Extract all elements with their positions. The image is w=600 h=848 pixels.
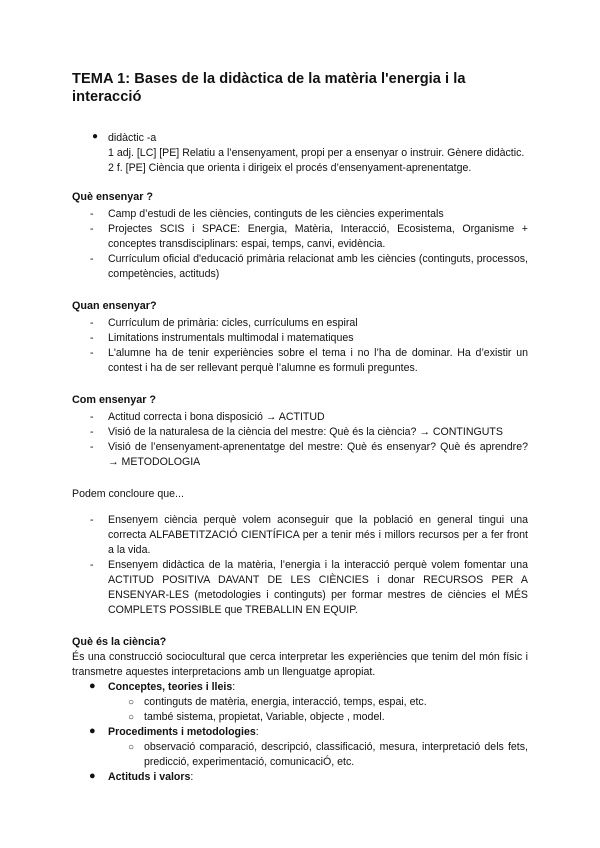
section-heading: Com ensenyar ? (72, 394, 157, 406)
conclusion-intro: Podem concloure que... (72, 488, 184, 500)
definition-block (72, 131, 528, 176)
list (72, 513, 528, 618)
circle-bullet-icon: ○ (128, 711, 135, 723)
group-item: ● Actituds i valors: (89, 769, 194, 783)
bullet-icon: ● (92, 131, 99, 142)
section-heading: Què ensenyar ? (72, 191, 154, 203)
list-item: - Actitud correcta i bona disposició → ACTITUD (90, 411, 325, 423)
circle-bullet-icon: ○ (128, 741, 135, 753)
sub-item: ○ observació comparació, descripció, classificació, mesura, interpretació dels fets, predicció, experimentació, comunicaciÓ, etc. (128, 740, 528, 768)
list-item: - Ensenyem ciència perquè volem aconseguir que la població en general tingui una correcta ALFABETITZACIÓ CIENTÍFICA per a tenir més i millors recursos per a fer front a la vida. (90, 513, 528, 556)
list-item: - L'alumne ha de tenir experiències sobre el tema i no l’ha de dominar. Ha d’existir un contest i ha de ser rellevant perquè l’alumne es formuli preguntes. (90, 347, 528, 374)
bullet-icon: ● (89, 769, 96, 782)
section-quan-ensenyar (72, 299, 528, 376)
list-item: - Limitations instrumentals multimodal i matematiques (90, 332, 354, 344)
list (72, 207, 528, 282)
sub-item: ○ també sistema, propietat, Variable, objecte , model. (128, 710, 385, 723)
list-item: - Currículum oficial d'educació primària relacionat amb les ciències (continguts, processos, competències, actituds) (90, 253, 528, 280)
list-item: - Ensenyem didàctica de la matèria, l’energia i la interacció perquè volem fomentar una ACTITUD POSITIVA DAVANT DE LES CIÈNCIES i donar RECURSOS PER A ENSENYAR-LES (metodologies i continguts) per formar mestres de ciències el MÉS COMPLETS POSSIBLE que TREBALLIN EN EQUIP. (90, 558, 528, 616)
definition-line-1: 1 adj. [LC] [PE] Relatiu a l’ensenyament, propi per a ensenyar o instruir. Gènere didàctic. (108, 147, 525, 159)
list (72, 410, 528, 470)
list (72, 316, 528, 376)
section-que-es-ciencia (72, 635, 528, 785)
group-item: ● Conceptes, teories i lleis: (89, 679, 236, 693)
section-com-ensenyar (72, 393, 528, 470)
document-page (72, 70, 528, 785)
definition-term: didàctic -a (108, 132, 157, 144)
circle-bullet-icon: ○ (128, 696, 135, 708)
section-heading: Què és la ciència? (72, 635, 167, 648)
section-conclusio (72, 487, 528, 618)
list-item: - Currículum de primària: cicles, currículums en espiral (90, 317, 358, 329)
section-text: És una construcció sociocultural que cerca interpretar les experiències que tenim del món físic i transmetre aquestes interpretacions amb un llenguatge apropiat. (72, 650, 528, 678)
sub-item: ○ continguts de matèria, energia, interacció, temps, espai, etc. (128, 695, 427, 708)
section-heading: Quan ensenyar? (72, 300, 157, 312)
bullet-icon: ● (89, 724, 96, 737)
section-que-ensenyar (72, 190, 528, 282)
list-item: - Visió de l’ensenyament-aprenentatge del mestre: Què és ensenyar? Què és aprendre? → METODOLOGIA (90, 441, 528, 468)
list-item: - Camp d’estudi de les ciències, continguts de les ciències experimentals (90, 208, 444, 220)
definition-line-2: 2 f. [PE] Ciència que orienta i dirigeix el procés d’ensenyament-aprenentatge. (108, 162, 472, 174)
group-item: ● Procediments i metodologies: (89, 724, 259, 738)
bullet-icon: ● (89, 679, 96, 692)
document-title: TEMA 1: Bases de la didàctica de la matèria l'energia i la interacció (72, 71, 466, 105)
list-item: - Projectes SCIS i SPACE: Energia, Matèria, Interacció, Ecosistema, Organisme + conceptes transdisciplinars: espai, temps, canvi, evidència. (90, 223, 528, 250)
list-item: - Visió de la naturalesa de la ciència del mestre: Què és la ciència? → CONTINGUTS (90, 426, 503, 438)
